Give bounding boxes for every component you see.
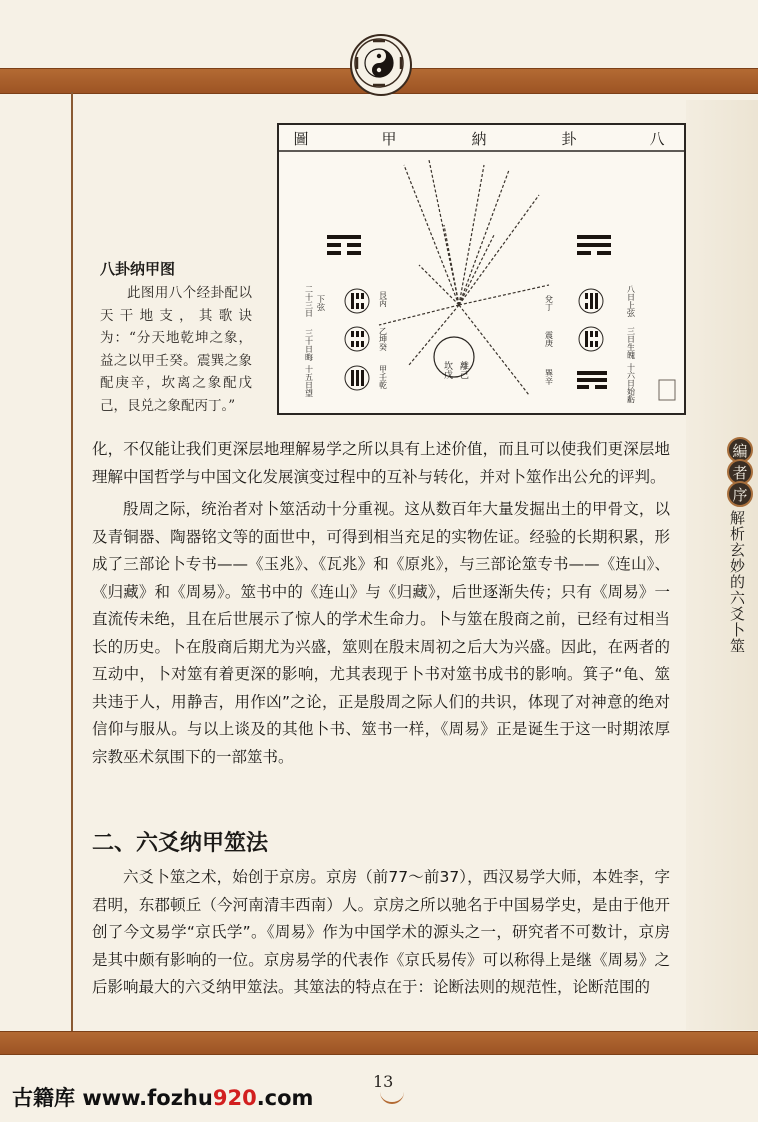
left-label-15: 十五日望 (304, 365, 314, 397)
right-label-3: 三日生魄 (626, 327, 636, 359)
right-trigram-dui: 兌丁 (544, 295, 554, 311)
watermark-cn: 古籍库 (12, 1086, 75, 1110)
trigram-dui-icon (585, 293, 598, 309)
watermark-suffix: .com (256, 1086, 314, 1110)
sidebar-book-title: 解析玄妙的六爻卜筮 (728, 510, 746, 654)
watermark-prefix: www.fozhu (82, 1086, 213, 1110)
trigram-qian-icon (351, 370, 364, 386)
trigram-gen-circle (345, 289, 369, 313)
trigram-gen-icon (351, 293, 364, 309)
trigram-xun-icon (577, 371, 607, 389)
corner-seal (659, 380, 675, 400)
sidebar-badge-1: 編 (727, 437, 753, 463)
trigram-kun-icon (351, 331, 364, 347)
right-label-8: 八日上弦 (626, 285, 636, 317)
left-trigram-qian: 甲壬乾 (378, 365, 388, 389)
center-label-kan: 坎戊 (442, 361, 452, 379)
yinyang-bagua-icon (350, 34, 412, 96)
trigram-zhen-icon (585, 331, 598, 347)
paragraph-1: 化，不仅能让我们更深层地理解易学之所以具有上述价值，而且可以使我们更深层地理解中国哲学与中国文化发展演变过程中的互补与转化，并对卜筮作出公允的评判。 (92, 440, 670, 486)
paragraph-2: 殷周之际，统治者对卜筮活动十分重视。这从数百年大量发掘出土的甲骨文，以及青铜器、陶器铭文等的面世中，可得到相当充足的实物佐证。经验的长期积累，形成了三部论卜专书——《玉兆》、《瓦兆》和《原兆》，与三部论筮专书——《连山》、《归藏》和《周易》。筮书中的《连山》与《归藏》，后世逐渐失传；只有《周易》一直流传未绝，且在后世展示了惊人的学术生命力。卜与筮在殷商之前，已经有过相当长的历史。卜在殷商后期尤为兴盛，筮则在殷末周初之后大为兴盛。因此，在两者的互动中，卜对筮有着更深的影响，尤其表现于卜书对筮书成书的影响。箕子“龟、筮共违于人，用静吉，用作凶”之论，正是殷周之际人们的共识，体现了对神意的绝对信仰与服从。与以上谈及的其他卜书、筮书一样，《周易》正是诞生于这一时期浓厚宗教巫术氛围下的一部筮书。 (92, 500, 670, 766)
radiating-text-rays (379, 160, 549, 395)
paragraph-3: 六爻卜筮之术，始创于京房。京房（前77～前37），西汉易学大师，本姓李，字君明，东郡顿丘（今河南清丰西南）人。京房之所以驰名于中国易学史，是由于他开创了今文易学“京氏学”。《周易》作为中国学术的源头之一，研究者不可数计，京房是其中颇有影响的一位。京房易学的代表作《京氏易传》可以称得上是继《周易》之后影响最大的六爻纳甲筮法。其筮法的特点在于：论断法则的规范性，论断范围的 (92, 868, 670, 996)
bleed-through-column (686, 100, 758, 1030)
section-heading: 二、六爻纳甲筮法 (92, 831, 269, 856)
watermark-red: 920 (212, 1086, 257, 1110)
chart-title-char: 甲 (381, 130, 397, 148)
right-label-16: 十六日始虧 (626, 363, 636, 403)
chart-title-char: 圖 (293, 130, 309, 148)
left-trigram-gen: 艮丙 (378, 291, 388, 307)
left-trigram-kun: 乙坤癸 (378, 327, 388, 351)
figure-caption-title: 八卦纳甲图 (100, 260, 176, 278)
footer-band (0, 1031, 758, 1055)
chart-title-char: 納 (471, 130, 487, 148)
swirl-ornament-icon (380, 1090, 404, 1104)
left-label-23: 二十三日 (304, 285, 314, 317)
right-trigram-xun: 巽辛 (544, 369, 554, 385)
center-circle (434, 337, 474, 377)
right-trigram-zhen: 震庚 (544, 331, 554, 347)
sidebar-badge-2: 者 (727, 459, 753, 485)
trigram-kun-circle (345, 327, 369, 351)
figure-caption-text: 此图用八个经卦配以天干地支，其歌诀为：“分天地乾坤之象，益之以甲壬癸。震巽之象配庚辛，坎离之象配戊己，艮兑之象配丙丁。” (100, 285, 252, 414)
chart-title-char: 八 (649, 130, 665, 148)
left-margin-rule (71, 92, 73, 1032)
site-watermark (12, 1082, 313, 1112)
bagua-najia-diagram (277, 123, 686, 415)
chart-title-char: 卦 (561, 130, 577, 148)
left-label-xiaxian: 下弦 (316, 295, 326, 311)
right-waxing-moon-trigram (577, 235, 611, 255)
left-waning-moon-trigram (327, 235, 361, 255)
sidebar-badge-3: 序 (727, 481, 753, 507)
trigram-zhen-circle (579, 327, 603, 351)
left-label-30: 三十日晦 (304, 329, 314, 361)
center-label-li: 離己 (458, 361, 468, 379)
page-number: 13 (373, 1072, 394, 1091)
